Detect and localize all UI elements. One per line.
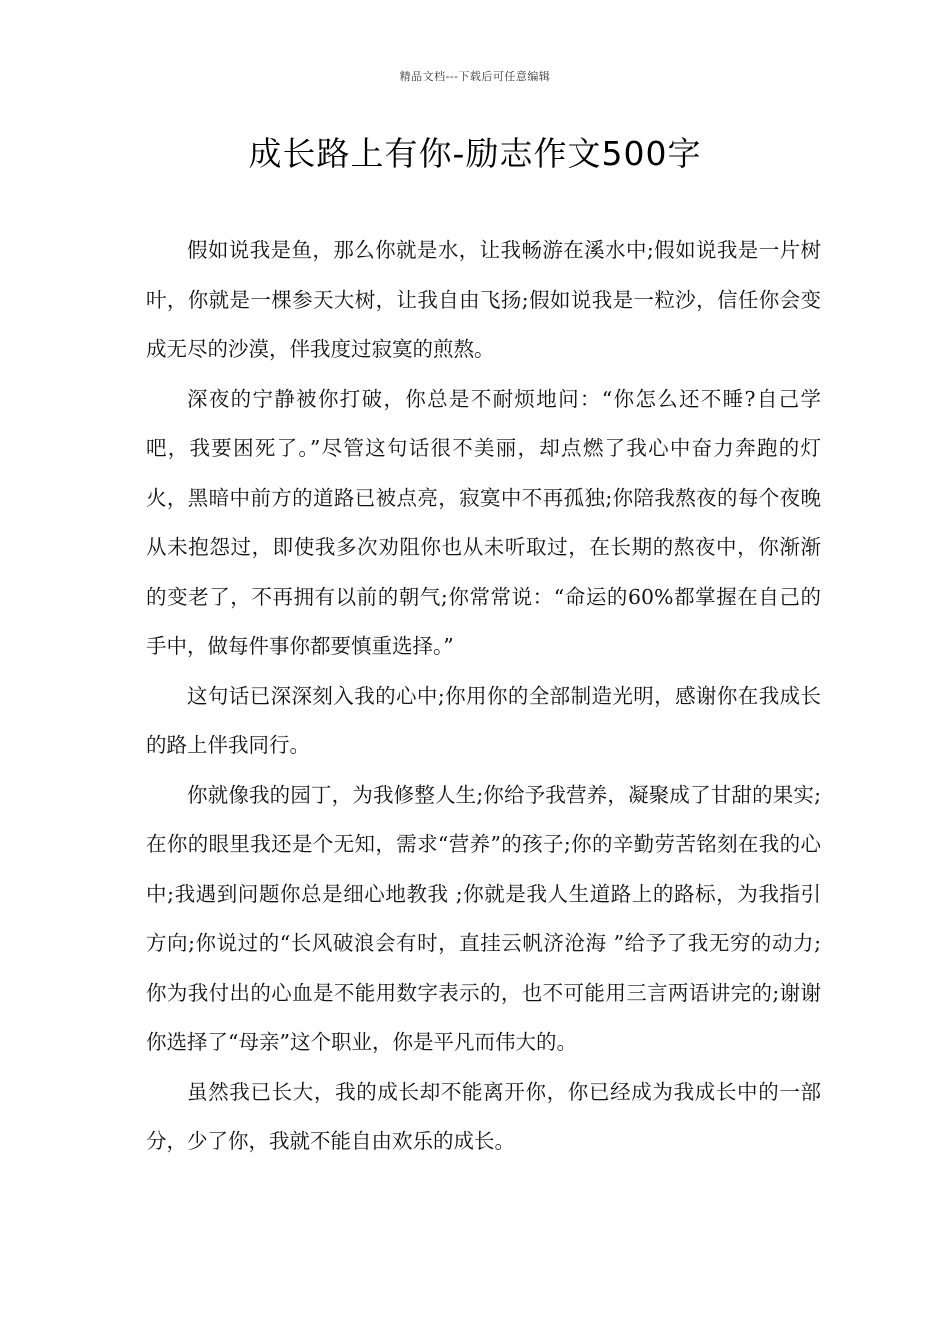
paragraph: 深夜的宁静被你打破，你总是不耐烦地问：“你怎么还不睡?自己学吧，我要困死了。”尽管这句话很不美丽，却点燃了我心中奋力奔跑的灯火，黑暗中前方的道路已被点亮，寂寞中不再孤独;你陪我熬夜的每个夜晚从未抱怨过，即使我多次劝阻你也从未听取过，在长期的熬夜中，你渐渐的变老了，不再拥有以前的朝气;你常常说：“命运的60%都掌握在自己的手中，做每件事你都要慎重选择。” bbox=[146, 386, 821, 658]
document-title: 成长路上有你-励志作文500字 bbox=[248, 134, 702, 173]
paragraph: 虽然我已长大，我的成长却不能离开你，你已经成为我成长中的一部分，少了你，我就不能自由欢乐的成长。 bbox=[146, 1079, 821, 1153]
header-note: 精品文档---下载后可任意编辑 bbox=[399, 70, 551, 83]
paragraph: 你就像我的园丁，为我修整人生;你给予我营养，凝聚成了甘甜的果实;在你的眼里我还是个无知，需求“营养”的孩子;你的辛勤劳苦铭刻在我的心中;我遇到问题你总是细心地教我 ;你就是我人生道路上的路标，为我指引方向;你说过的“长风破浪会有时，直挂云帆济沧海 ”给予了我无穷的动力;你为我付出的心血是不能用数字表示的，也不可能用三言两语讲完的;谢谢你选择了“母亲”这个职业，你是平凡而伟大的。 bbox=[146, 782, 821, 1054]
document-body bbox=[146, 226, 821, 1167]
paragraph: 这句话已深深刻入我的心中;你用你的全部制造光明，感谢你在我成长的路上伴我同行。 bbox=[146, 683, 821, 757]
paragraph: 假如说我是鱼，那么你就是水，让我畅游在溪水中;假如说我是一片树叶，你就是一棵参天大树，让我自由飞扬;假如说我是一粒沙，信任你会变成无尽的沙漠，伴我度过寂寞的煎熬。 bbox=[146, 238, 821, 361]
